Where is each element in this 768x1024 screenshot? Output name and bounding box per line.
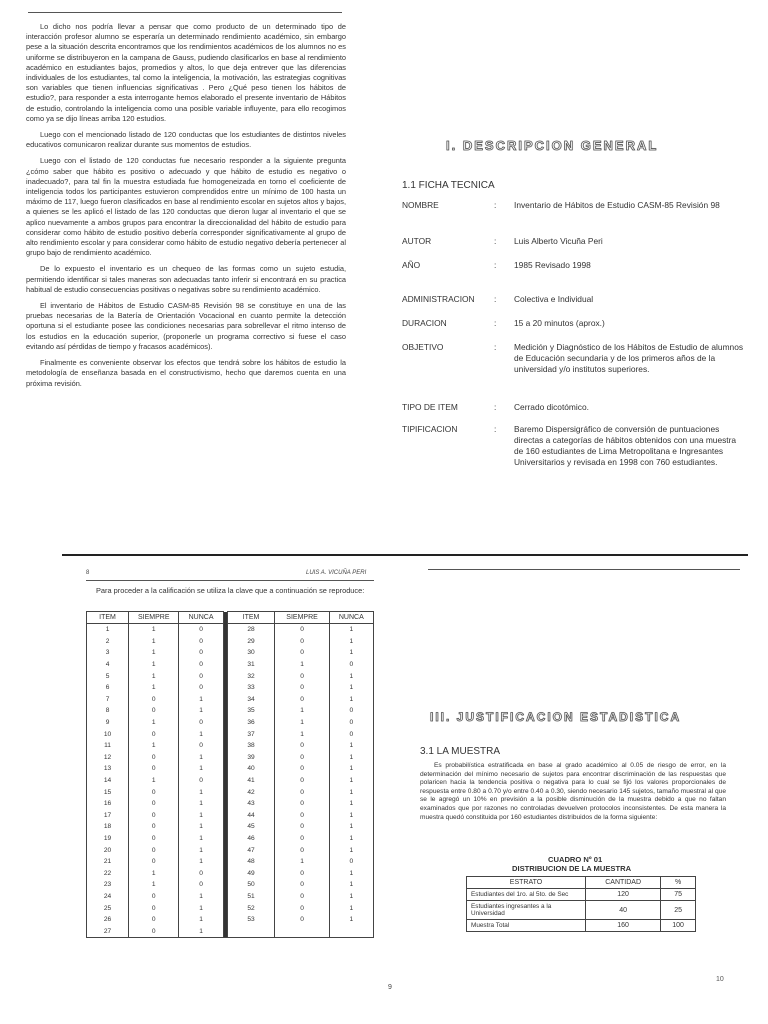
table-cell: 33 [227, 682, 275, 694]
table-cell: 1 [275, 659, 329, 671]
running-head: LUIS A. VICUÑA PERI [306, 570, 367, 576]
table-cell: 53 [227, 914, 275, 926]
table-cell: 0 [179, 682, 223, 694]
table-cell: 1 [179, 856, 223, 868]
table-cell: 32 [227, 670, 275, 682]
ficha-colon: : [494, 200, 497, 210]
table-cell: 0 [129, 694, 179, 706]
table-cell: 29 [227, 636, 275, 648]
table-cell: 1 [129, 659, 179, 671]
table-cell: 0 [129, 705, 179, 717]
muestra-subtitle: 3.1 LA MUESTRA [420, 746, 501, 757]
table-row [87, 670, 374, 682]
table-row [87, 717, 374, 729]
table-cell: 2 [87, 636, 129, 648]
table-cell: 49 [227, 867, 275, 879]
column-header: SIEMPRE [129, 612, 179, 624]
table-cell: 1 [179, 810, 223, 822]
table-cell: 48 [227, 856, 275, 868]
table-cell: 0 [275, 763, 329, 775]
table-cell: 0 [129, 925, 179, 937]
table-cell: 1 [275, 717, 329, 729]
table-cell: 39 [227, 752, 275, 764]
ficha-label: ADMINISTRACION [402, 294, 475, 304]
table-cell: 7 [87, 694, 129, 706]
paragraph: Luego con el mencionado listado de 120 conductas que los estudiantes de distintos niveles educativos comunicaron realizar durante sus momentos de estudios. [26, 130, 346, 150]
table-cell: 1 [329, 740, 373, 752]
ficha-label: TIPO DE ITEM [402, 402, 458, 412]
table-cell: 25 [87, 902, 129, 914]
table-cell: 42 [227, 786, 275, 798]
table-cell: 0 [129, 856, 179, 868]
table-row [87, 659, 374, 671]
ficha-colon: : [494, 260, 497, 270]
table-cell: 22 [87, 867, 129, 879]
table-row [87, 891, 374, 903]
table-row [87, 752, 374, 764]
table-cell: 0 [179, 867, 223, 879]
table-cell: 1 [129, 717, 179, 729]
table-row [87, 740, 374, 752]
table-cell: 0 [275, 833, 329, 845]
table-cell: 75 [661, 889, 696, 901]
ficha-value: 1985 Revisado 1998 [514, 260, 591, 270]
table-cell: 1 [329, 844, 373, 856]
table-row [87, 705, 374, 717]
table-cell: 26 [87, 914, 129, 926]
ficha-label: TIPIFICACION [402, 424, 458, 434]
table-cell: 0 [179, 659, 223, 671]
scoring-key-table [86, 611, 374, 938]
table-row [87, 856, 374, 868]
table-cell: 1 [129, 775, 179, 787]
table-cell: 0 [129, 821, 179, 833]
ficha-subtitle: 1.1 FICHA TECNICA [402, 180, 495, 191]
table-cell: 14 [87, 775, 129, 787]
table-cell: 37 [227, 728, 275, 740]
table-cell: 40 [586, 901, 661, 920]
table-cell: 1 [129, 670, 179, 682]
table-cell: 38 [227, 740, 275, 752]
table-cell: 1 [329, 647, 373, 659]
table-cell [275, 925, 329, 937]
column-header: ESTRATO [467, 877, 586, 889]
table-cell: 1 [329, 775, 373, 787]
running-head-rule [86, 580, 374, 581]
table-cell: 0 [179, 670, 223, 682]
table-cell: 1 [179, 844, 223, 856]
table-cell: 11 [87, 740, 129, 752]
table-cell: 0 [275, 867, 329, 879]
table-cell: 6 [87, 682, 129, 694]
table-cell: 52 [227, 902, 275, 914]
paragraph: De lo expuesto el inventario es un chequeo de las formas como un sujeto estudia, permitiendo identificar si tales maneras son adecuadas tanto inferir si encontrará en su practica habitual de estudio consecuencias positivas o negativas sobre su rendimiento académico. [26, 264, 346, 294]
table-cell: 0 [129, 902, 179, 914]
table-cell: 1 [179, 786, 223, 798]
table-cell: 0 [275, 891, 329, 903]
table-row [467, 920, 696, 932]
table-row [87, 844, 374, 856]
table-cell: 1 [179, 728, 223, 740]
column-header: % [661, 877, 696, 889]
ficha-label: OBJETIVO [402, 342, 444, 352]
table-cell: 1 [329, 798, 373, 810]
table-cell [329, 925, 373, 937]
page-number: 10 [716, 976, 724, 983]
table-cell: 1 [329, 752, 373, 764]
table-cell: 31 [227, 659, 275, 671]
table-cell: 50 [227, 879, 275, 891]
table-cell: 20 [87, 844, 129, 856]
table-cell: 0 [275, 821, 329, 833]
table-cell: 35 [227, 705, 275, 717]
table-cell: 0 [179, 624, 223, 636]
table-cell: 1 [329, 682, 373, 694]
table-row [87, 914, 374, 926]
table-row [467, 901, 696, 920]
table-cell: 16 [87, 798, 129, 810]
ficha-value: Colectiva e Individual [514, 294, 594, 304]
table-row [87, 624, 374, 636]
table-cell: 1 [129, 636, 179, 648]
ficha-colon: : [494, 424, 497, 434]
page-number: 9 [388, 984, 392, 991]
table-row [87, 833, 374, 845]
table-cell: 1 [329, 763, 373, 775]
table-cell: 100 [661, 920, 696, 932]
ficha-colon: : [494, 342, 497, 352]
table-cell: 0 [329, 705, 373, 717]
table-cell: 1 [329, 902, 373, 914]
table-cell: 1 [179, 925, 223, 937]
table-cell: 0 [129, 786, 179, 798]
table-cell: 4 [87, 659, 129, 671]
table-cell: 1 [179, 833, 223, 845]
table-row [87, 879, 374, 891]
table-cell: 1 [179, 798, 223, 810]
table-cell: 1 [179, 891, 223, 903]
table-cell: 0 [129, 914, 179, 926]
table-cell: 1 [275, 856, 329, 868]
table-row [87, 728, 374, 740]
table-cell: 0 [179, 740, 223, 752]
ficha-value: 15 a 20 minutos (aprox.) [514, 318, 605, 328]
table-cell: 1 [329, 879, 373, 891]
table-row [87, 867, 374, 879]
table-cell: Muestra Total [467, 920, 586, 932]
ficha-value: Baremo Dispersigráfico de conversión de puntuaciones directas a categorías de hábitos obtenidos con una muestra de 160 estudiantes de Lima Metropolitana e Ingresantes Universitarios y revisada en 1998 con 760 estudiantes. [514, 424, 737, 467]
ficha-tecnica [402, 198, 748, 498]
table-cell: 0 [329, 717, 373, 729]
table-row [87, 682, 374, 694]
table-row [87, 786, 374, 798]
table-row [87, 902, 374, 914]
table-header-row [467, 877, 696, 889]
ficha-value: Luis Alberto Vicuña Peri [514, 236, 603, 246]
table-cell: 9 [87, 717, 129, 729]
table-cell: 1 [129, 624, 179, 636]
table-cell: 25 [661, 901, 696, 920]
table-cell: 1 [87, 624, 129, 636]
table-cell: 1 [179, 694, 223, 706]
table-cell: 1 [275, 705, 329, 717]
table-cell: 0 [179, 717, 223, 729]
table-cell: 47 [227, 844, 275, 856]
page-divider [62, 554, 748, 556]
table-row [87, 763, 374, 775]
table-header-row [87, 612, 374, 624]
table-row [467, 889, 696, 901]
table-cell: 0 [275, 879, 329, 891]
table-cell: 1 [329, 833, 373, 845]
table-row [87, 694, 374, 706]
table-cell: 12 [87, 752, 129, 764]
paragraph: Lo dicho nos podría llevar a pensar que como producto de un determinado tipo de interacción profesor alumno se esperaría un determinado rendimiento académico, sin embargo pese a la situación descrita encontramos que los rendimientos académicos de los alumnos no es uniforme se distribuyeron en la campana de Gauss, pudiendo clasificarlos en base al rendimiento académico en estudiantes bajos, promedios y altos, lo que deja entrever que las diferencias individuales de los estudiantes, tal como la inteligencia, la motivación, las estrategias cognitivas son variables que tienen influencias significativas . Pero ¿Qué peso tienen los hábitos de estudio?, para responder a esta interrogante hemos elaborado el presente inventario de Hábitos de estudio, controlando la inteligencia como una posible variable influyente, para ello recogimos como ya se dijo líneas arriba 120 estudios. [26, 22, 346, 123]
table-cell: 0 [129, 752, 179, 764]
table-cell: 1 [129, 682, 179, 694]
column-header: NUNCA [329, 612, 373, 624]
table-cell: 1 [179, 752, 223, 764]
table-cell: 0 [275, 786, 329, 798]
table-cell: 27 [87, 925, 129, 937]
table-cell: 0 [129, 763, 179, 775]
table-cell [227, 925, 275, 937]
table-cell: 1 [179, 902, 223, 914]
table-cell: 0 [129, 844, 179, 856]
table-cell: 15 [87, 786, 129, 798]
table-cell: 0 [275, 624, 329, 636]
table-cell: 1 [329, 821, 373, 833]
table-row [87, 636, 374, 648]
table-cell: 1 [329, 624, 373, 636]
table-cell: 0 [275, 752, 329, 764]
table-cell: 0 [129, 728, 179, 740]
table-row [87, 925, 374, 937]
ficha-colon: : [494, 402, 497, 412]
ficha-value: Medición y Diagnóstico de los Hábitos de Estudio de alumnos de Educación secundaria y de los primeros años de la universidad y/o institutos superiores. [514, 342, 744, 374]
table-cell: 1 [179, 763, 223, 775]
table-cell: 23 [87, 879, 129, 891]
table-cell: 1 [129, 879, 179, 891]
table-cell: 0 [179, 775, 223, 787]
table-cell: 0 [329, 856, 373, 868]
section-title-justificacion: III. JUSTIFICACION ESTADISTICA [430, 710, 682, 724]
table-cell: 21 [87, 856, 129, 868]
table-cell: 1 [129, 740, 179, 752]
table-cell: 1 [329, 867, 373, 879]
table-cell: 8 [87, 705, 129, 717]
table-cell: 24 [87, 891, 129, 903]
table-cell: 0 [275, 682, 329, 694]
table-cell: 0 [129, 798, 179, 810]
table-cell: 0 [275, 914, 329, 926]
table-cell: 1 [129, 867, 179, 879]
column-header: SIEMPRE [275, 612, 329, 624]
table-cell: 0 [129, 891, 179, 903]
table-cell: 1 [179, 821, 223, 833]
top-left-rule [28, 12, 342, 13]
table-cell: Estudiantes del 1ro. al 5to. de Sec [467, 889, 586, 901]
table-cell: 1 [179, 705, 223, 717]
table-cell: 46 [227, 833, 275, 845]
paragraph: Finalmente es conveniente observar los efectos que tendrá sobre los hábitos de estudio la metodología de enseñanza basada en el constructivismo, hecho que daremos cuenta en una próxima revisión. [26, 358, 346, 388]
ficha-label: DURACION [402, 318, 447, 328]
ficha-label: NOMBRE [402, 200, 439, 210]
bottom-right-rule [428, 569, 740, 570]
table-cell: 45 [227, 821, 275, 833]
table-cell: 0 [275, 810, 329, 822]
table-cell: 0 [275, 740, 329, 752]
table-cell: 44 [227, 810, 275, 822]
table-cell: 41 [227, 775, 275, 787]
table-cell: 1 [329, 786, 373, 798]
table-cell: 1 [329, 891, 373, 903]
top-left-text [26, 22, 346, 395]
table-cell: 0 [179, 636, 223, 648]
table-cell: 0 [275, 844, 329, 856]
table-cell: 1 [329, 636, 373, 648]
ficha-colon: : [494, 294, 497, 304]
column-header: ITEM [87, 612, 129, 624]
table-cell: 0 [129, 810, 179, 822]
table-row [87, 647, 374, 659]
table-cell: 1 [329, 914, 373, 926]
ficha-label: AUTOR [402, 236, 432, 246]
table-cell: 18 [87, 821, 129, 833]
table-cell: 19 [87, 833, 129, 845]
table-cell: 160 [586, 920, 661, 932]
table-cell: 51 [227, 891, 275, 903]
table-row [87, 810, 374, 822]
table-cell: 0 [179, 647, 223, 659]
table-cell: 0 [275, 694, 329, 706]
table-cell: 30 [227, 647, 275, 659]
table-cell: 13 [87, 763, 129, 775]
table-cell: 0 [275, 636, 329, 648]
table-cell: 0 [275, 775, 329, 787]
table-cell: 10 [87, 728, 129, 740]
table-cell: 0 [329, 728, 373, 740]
table-cell: 0 [329, 659, 373, 671]
ficha-colon: : [494, 318, 497, 328]
ficha-colon: : [494, 236, 497, 246]
table-cell: 5 [87, 670, 129, 682]
column-header: ITEM [227, 612, 275, 624]
column-header: CANTIDAD [586, 877, 661, 889]
page-number: 8 [86, 570, 90, 576]
table-cell: 43 [227, 798, 275, 810]
table-cell: 17 [87, 810, 129, 822]
table-intro: Para proceder a la calificación se utiliza la clave que a continuación se reproduce: [96, 586, 365, 595]
table-row [87, 821, 374, 833]
table-cell: Estudiantes ingresantes a la Universidad [467, 901, 586, 920]
table-cell: 0 [275, 902, 329, 914]
ficha-value: Inventario de Hábitos de Estudio CASM-85 Revisión 98 [514, 200, 720, 210]
muestra-paragraph: Es probabilística estratificada en base al grado académico al 0.05 de riesgo de error, en la determinación del mínimo necesario de sujetos para encontrar discriminación de las respuestas que polaricen hacia la tendencia positiva o negativa para lo cual se fijó los valores proporcionales de respuesta entre 0.80 a 0.70 y/o entre 0.40 a 0.30, siendo necesario 145 sujetos, tamaño muestral al que se le agregó un 10% en previsión a la posible disminución de la muestra debido a que no faltan examinados que por razones no controladas devuelven protocolos inconsistentes. De esta manera la muestra quedó constituida por 160 estudiantes distribuidos de la forma siguiente: [420, 762, 726, 821]
ficha-value: Cerrado dicotómico. [514, 402, 589, 412]
table-cell: 40 [227, 763, 275, 775]
column-header: NUNCA [179, 612, 223, 624]
table-cell: 1 [275, 728, 329, 740]
distribution-table [466, 876, 696, 932]
table-cell: 1 [329, 670, 373, 682]
table-cell: 36 [227, 717, 275, 729]
paragraph: Luego con el listado de 120 conductas fue necesario responder a la siguiente pregunta ¿cómo saber que hábito es positivo o adecuado y que hábito de estudio es negativo o inadecuado?, para tal fin la muestra estudiada fue homogeneizada en torno el coeficiente de inteligencia todos los participantes estuvieron comprendidos entre un mínimo de 100 hasta un máximo de 117, luego fueron clasificados en base al rendimiento escolar en sujetos altos y bajos, a quienes se les aplicó el listado de las 120 conductas que dieron lugar al inventario el que se aplico nuevamente a ambos grupos para encontrar la direccionalidad del hábito de estudio para considerar como hábito de estudio positivo debería corresponder significativamente al grupo de alto rendimiento escolar y para considerar como hábito de estudio negativo debería pertenecer al grupo bajo de rendimiento académico. [26, 156, 346, 258]
table-cell: 0 [275, 647, 329, 659]
section-title-descripcion: I. DESCRIPCION GENERAL [446, 138, 659, 153]
table-cell: 1 [129, 647, 179, 659]
table-cell: 0 [275, 798, 329, 810]
table-cell: 1 [329, 810, 373, 822]
ficha-label: AÑO [402, 260, 421, 270]
table-cell: 1 [329, 694, 373, 706]
table-caption-subtitle: DISTRIBUCION DE LA MUESTRA [512, 864, 632, 873]
table-cell: 120 [586, 889, 661, 901]
table-row [87, 798, 374, 810]
paragraph: El inventario de Hábitos de Estudio CASM-85 Revisión 98 se constituye en una de las pruebas necesarias de la Batería de Orientación Vocacional en cuanto permite la detección oportuna si el estudiante posee las condiciones necesarias para sobrellevar el ritmo intenso de los estudios en la educación superior, (proponerle un programa correctivo si fuese el caso evitando así pérdidas de tiempo y fracasos académicos). [26, 301, 346, 351]
table-cell: 28 [227, 624, 275, 636]
table-cell: 0 [179, 879, 223, 891]
table-row [87, 775, 374, 787]
table-cell: 3 [87, 647, 129, 659]
table-caption: CUADRO Nº 01 [548, 855, 603, 864]
table-cell: 1 [179, 914, 223, 926]
table-cell: 0 [275, 670, 329, 682]
table-cell: 34 [227, 694, 275, 706]
table-cell: 0 [129, 833, 179, 845]
